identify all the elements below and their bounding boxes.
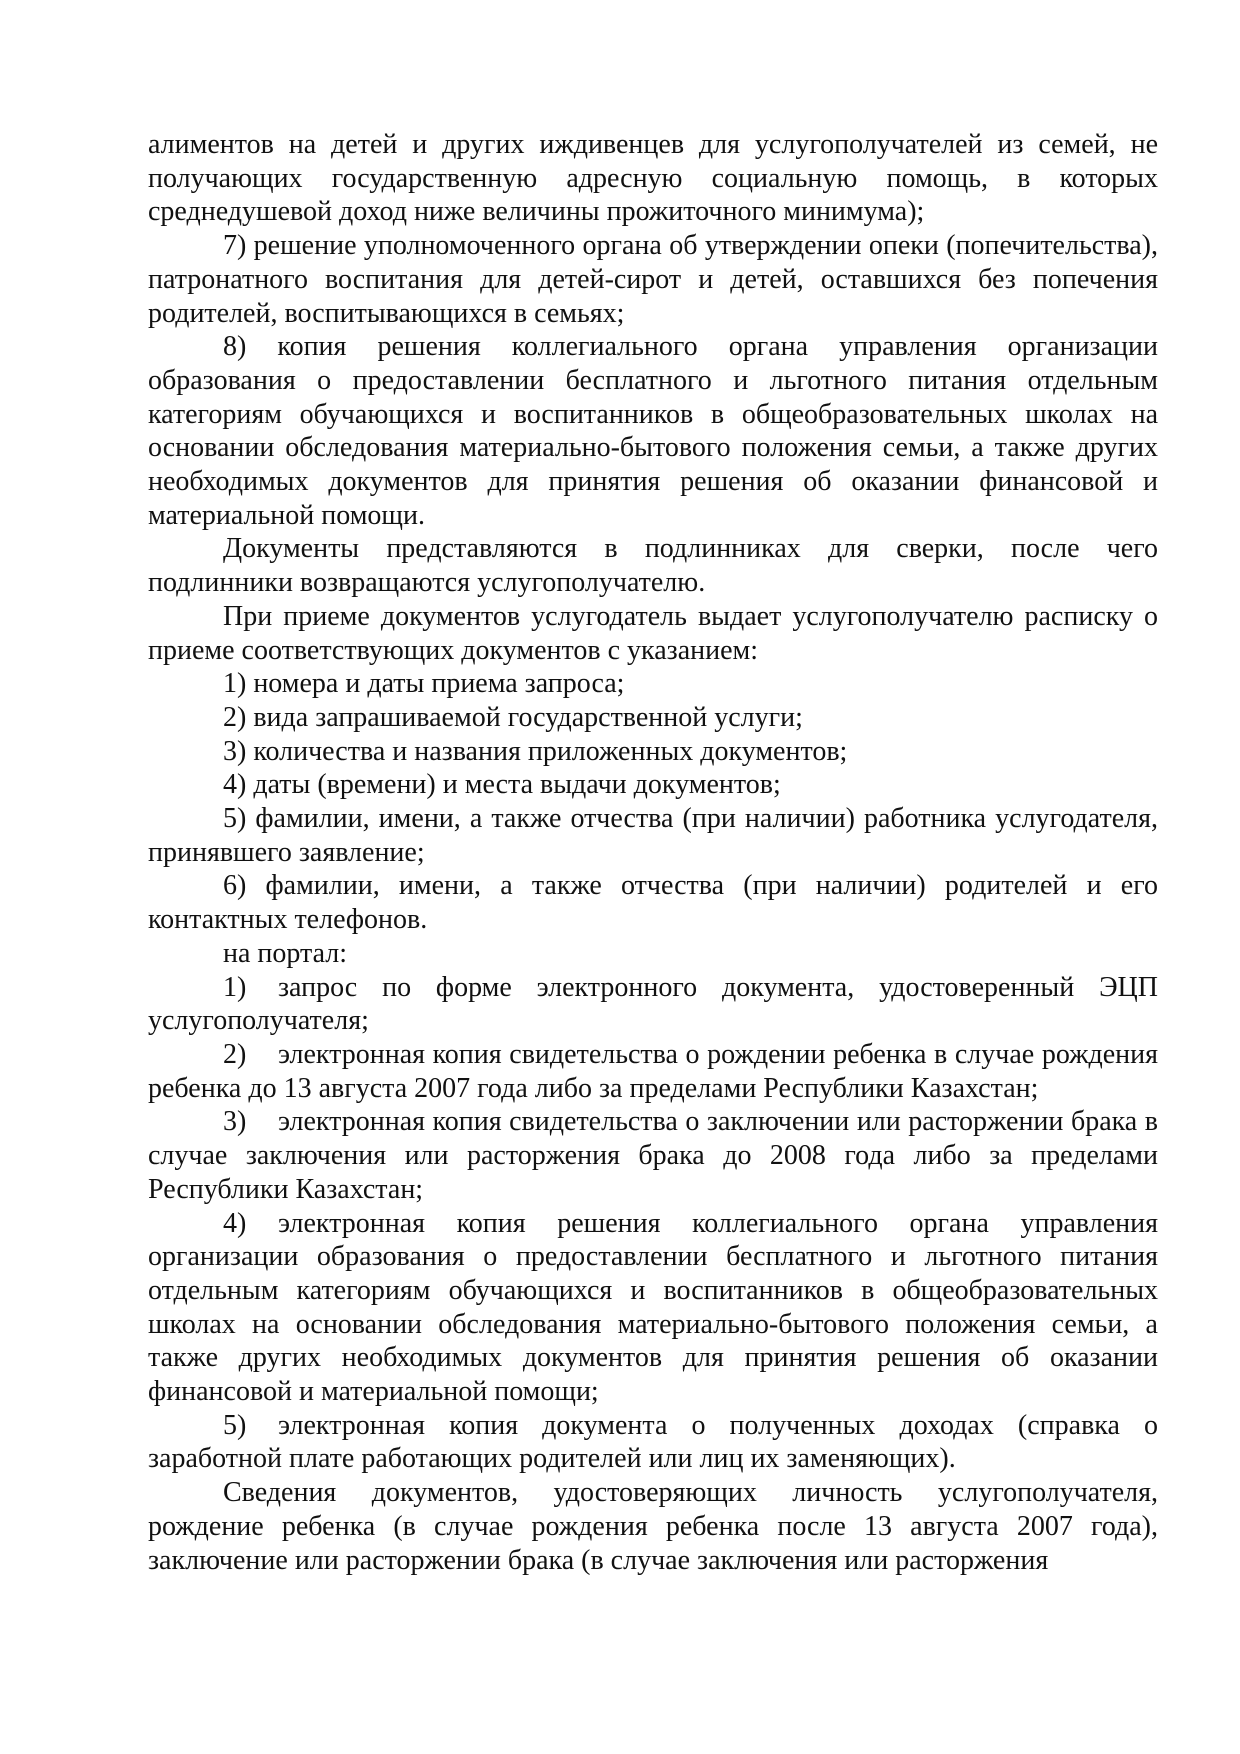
receipt-item-2: 2) вида запрашиваемой государственной услуги; bbox=[223, 701, 803, 733]
paragraph-originals: Документы представляются в подлинниках для сверки, после чего подлинники возвращаются услугополучателю. bbox=[148, 533, 1158, 599]
receipt-item-1: 1) номера и даты приема запроса; bbox=[223, 668, 625, 700]
portal-item-number: 5) bbox=[223, 1409, 247, 1441]
portal-item-5 bbox=[148, 1409, 1158, 1476]
paragraph-closing: Сведения документов, удостоверяющих личность услугополучателя, рождение ребенка (в случае рождения ребенка после 13 августа 2007 года), заключение или расторжении брака (в случае заключения или расторжения bbox=[148, 1477, 1158, 1576]
receipt-item-6: 6) фамилии, имени, а также отчества (при наличии) родителей и его контактных телефонов. bbox=[148, 870, 1158, 936]
paragraph-receipt: При приеме документов услугодатель выдает услугополучателю расписку о приеме соответствующих документов с указанием: bbox=[148, 600, 1158, 666]
portal-item-text: электронная копия свидетельства о рождении ребенка в случае рождения ребенка до 13 августа 2007 года либо за пределами Республики Казахстан; bbox=[148, 1038, 1158, 1104]
portal-item-3 bbox=[148, 1105, 1158, 1206]
portal-item-text: электронная копия документа о полученных доходах (справка о заработной плате работающих родителей или лиц их заменяющих). bbox=[148, 1409, 1158, 1475]
paragraph-item-8: 8) копия решения коллегиального органа управления организации образования о предоставлении бесплатного и льготного питания отдельным категориям обучающихся и воспитанников в общеобразовательных школах на основании обследования материально-бытового положения семьи, а также других необходимых документов для принятия решения об оказании финансовой и материальной помощи. bbox=[148, 331, 1158, 531]
portal-item-text: электронная копия решения коллегиального органа управления организации образования о предоставлении бесплатного и льготного питания отдельным категориям обучающихся и воспитанников в общеобразовательных школах на основании обследования материально-бытового положения семьи, а также других необходимых документов для принятия решения об оказании финансовой и материальной помощи; bbox=[148, 1207, 1158, 1408]
portal-item-4 bbox=[148, 1207, 1158, 1409]
portal-heading: на портал: bbox=[223, 937, 348, 969]
portal-item-number: 1) bbox=[223, 971, 247, 1003]
portal-item-number: 2) bbox=[223, 1038, 247, 1070]
receipt-item-4: 4) даты (времени) и места выдачи документов; bbox=[223, 769, 781, 801]
paragraph-item-7: 7) решение уполномоченного органа об утверждении опеки (попечительства), патронатного воспитания для детей-сирот и детей, оставшихся без попечения родителей, воспитывающихся в семьях; bbox=[148, 230, 1158, 329]
portal-item-number: 4) bbox=[223, 1207, 247, 1239]
receipt-item-5: 5) фамилии, имени, а также отчества (при наличии) работника услугодателя, принявшего заявление; bbox=[148, 803, 1158, 868]
receipt-item-3: 3) количества и названия приложенных документов; bbox=[223, 735, 848, 767]
portal-item-text: электронная копия свидетельства о заключении или расторжении брака в случае заключения или расторжения брака до 2008 года либо за пределами Республики Казахстан; bbox=[148, 1106, 1158, 1205]
paragraph-alimony: алиментов на детей и других иждивенцев для услугополучателей из семей, не получающих государственную адресную социальную помощь, в которых среднедушевой доход ниже величины прожиточного минимума); bbox=[148, 129, 1158, 228]
document-page bbox=[148, 128, 1158, 1577]
portal-item-1 bbox=[148, 971, 1158, 1038]
portal-item-text: запрос по форме электронного документа, удостоверенный ЭЦП услугополучателя; bbox=[148, 971, 1158, 1037]
portal-item-2 bbox=[148, 1038, 1158, 1105]
portal-item-number: 3) bbox=[223, 1106, 247, 1138]
